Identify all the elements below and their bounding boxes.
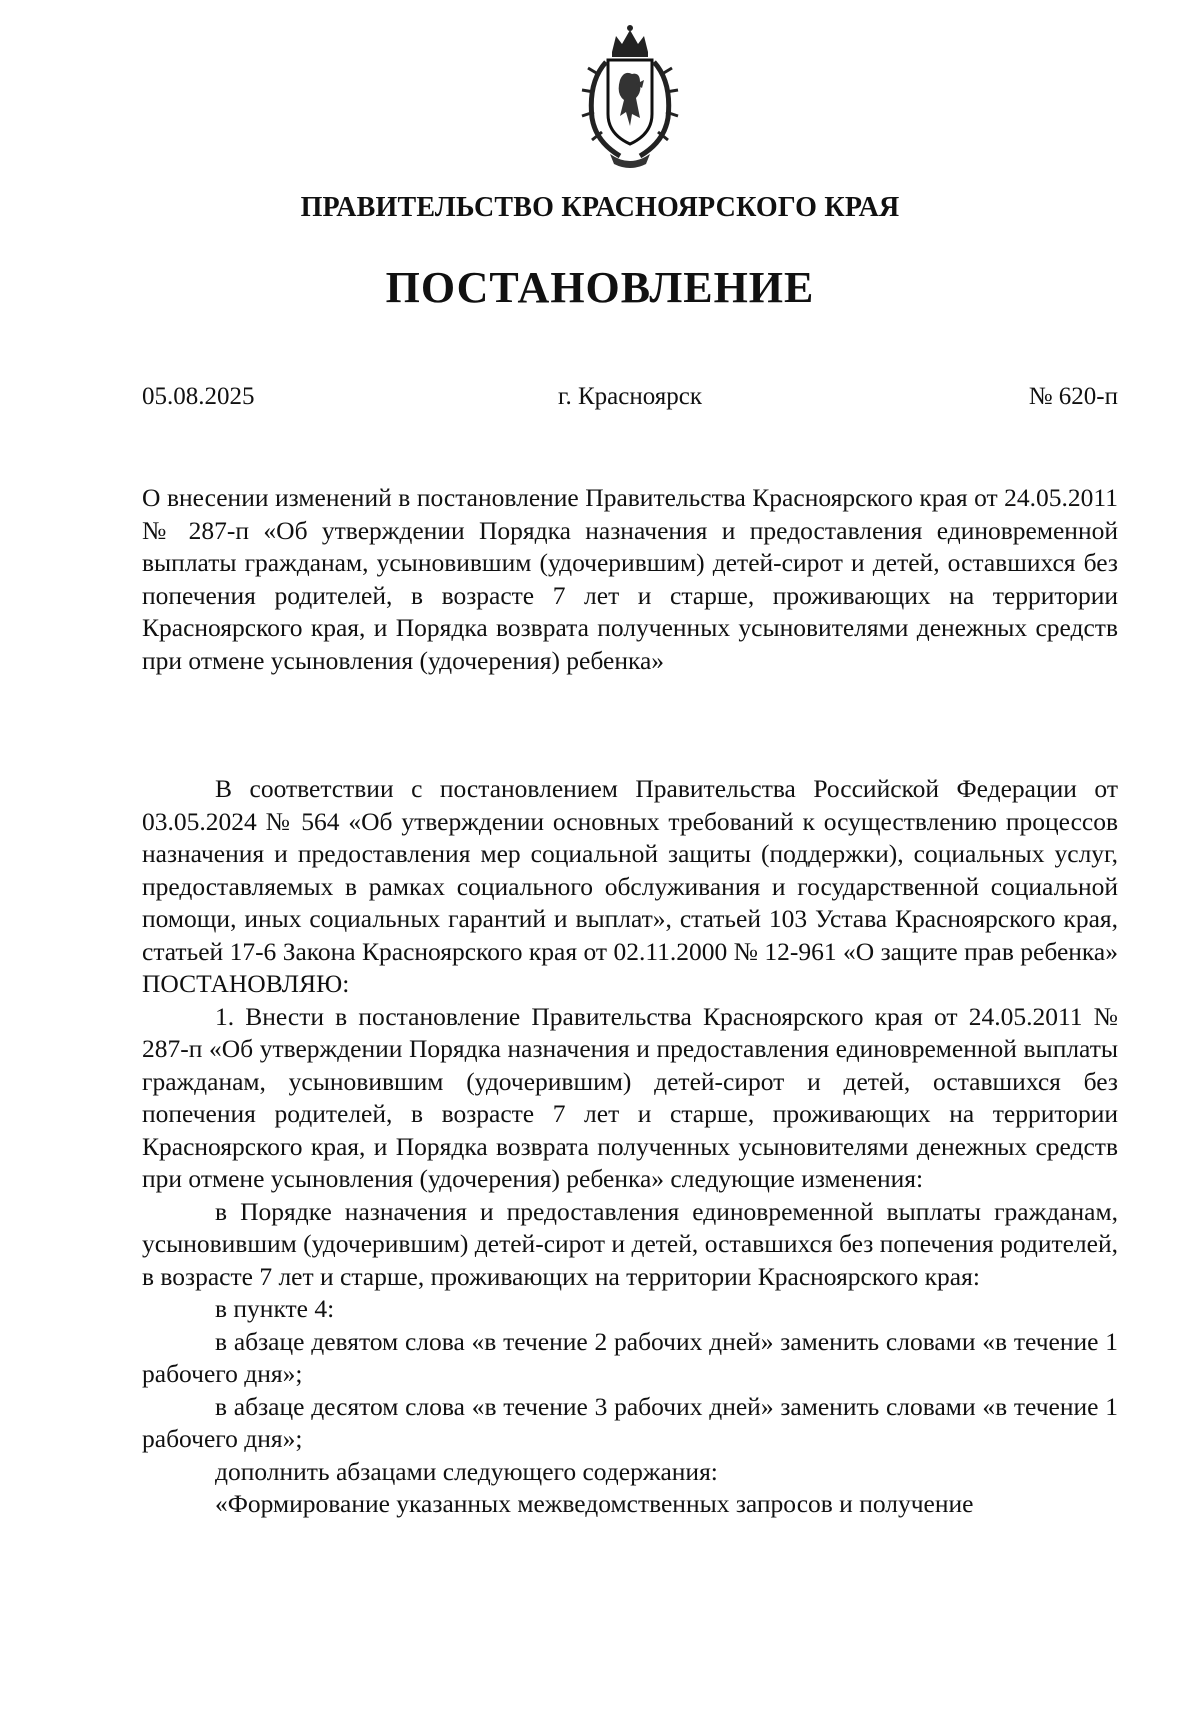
document-meta-row (142, 383, 1118, 419)
body-paragraph: в Порядке назначения и предоставления единовременной выплаты гражданам, усыновившим (удочерившим) детей-сирот и детей, оставшихся без попечения родителей, в возрасте 7 лет и старше, проживающих на территории Красноярского края: (142, 1196, 1118, 1291)
document-city: г. Красноярск (558, 383, 702, 410)
body-paragraph: дополнить абзацами следующего содержания: (215, 1456, 718, 1486)
document-subject (142, 482, 1118, 677)
body-paragraph: в абзаце десятом слова «в течение 3 рабочих дней» заменить словами «в течение 1 рабочего дня»; (142, 1391, 1118, 1453)
body-paragraph: в пункте 4: (215, 1294, 335, 1323)
document-body (142, 773, 1118, 1521)
body-paragraph: 1. Внести в постановление Правительства Красноярского края от 24.05.2011 № 287-п «Об утверждении Порядка назначения и предоставления единовременной выплаты гражданам, усыновившим (удочерившим) детей-сирот и детей, оставшихся без попечения родителей, в возрасте 7 лет и старше, проживающих на территории Красноярского края, и Порядка возврата полученных усыновителями денежных средств при отмене усыновления (удочерения) ребенка» следующие изменения: (142, 1001, 1118, 1193)
body-paragraph: В соответствии с постановлением Правительства Российской Федерации от 03.05.2024 № 564 «Об утверждении основных требований к осуществлению процессов назначения и предоставления мер социальной защиты (поддержки), социальных услуг, предоставляемых в рамках социального обслуживания и государственной социальной помощи, иных социальных гарантий и выплат», статьей 103 Устава Красноярского края, статьей 17-6 Закона Красноярского края от 02.11.2000 № 12-961 «О защите прав ребенка» ПОСТАНОВЛЯЮ: (142, 774, 1118, 998)
document-type-title: ПОСТАНОВЛЕНИЕ (385, 263, 815, 312)
body-paragraph: в абзаце девятом слова «в течение 2 рабочих дней» заменить словами «в течение 1 рабочего дня»; (142, 1326, 1118, 1388)
government-title: ПРАВИТЕЛЬСТВО КРАСНОЯРСКОГО КРАЯ (300, 192, 900, 223)
body-paragraph: «Формирование указанных межведомственных запросов и получение (215, 1489, 974, 1518)
document-date: 05.08.2025 (142, 383, 255, 410)
coat-of-arms-emblem (570, 22, 690, 172)
document-number: № 620-п (1028, 383, 1118, 410)
subject-text: О внесении изменений в постановление Правительства Красноярского края от 24.05.2011 № 287-п «Об утверждении Порядка назначения и предоставления единовременной выплаты гражданам, усыновившим (удочерившим) детей-сирот и детей, оставшихся без попечения родителей, в возрасте 7 лет и старше, проживающих на территории Красноярского края, и Порядка возврата полученных усыновителями денежных средств при отмене усыновления (удочерения) ребенка» (142, 483, 1118, 675)
